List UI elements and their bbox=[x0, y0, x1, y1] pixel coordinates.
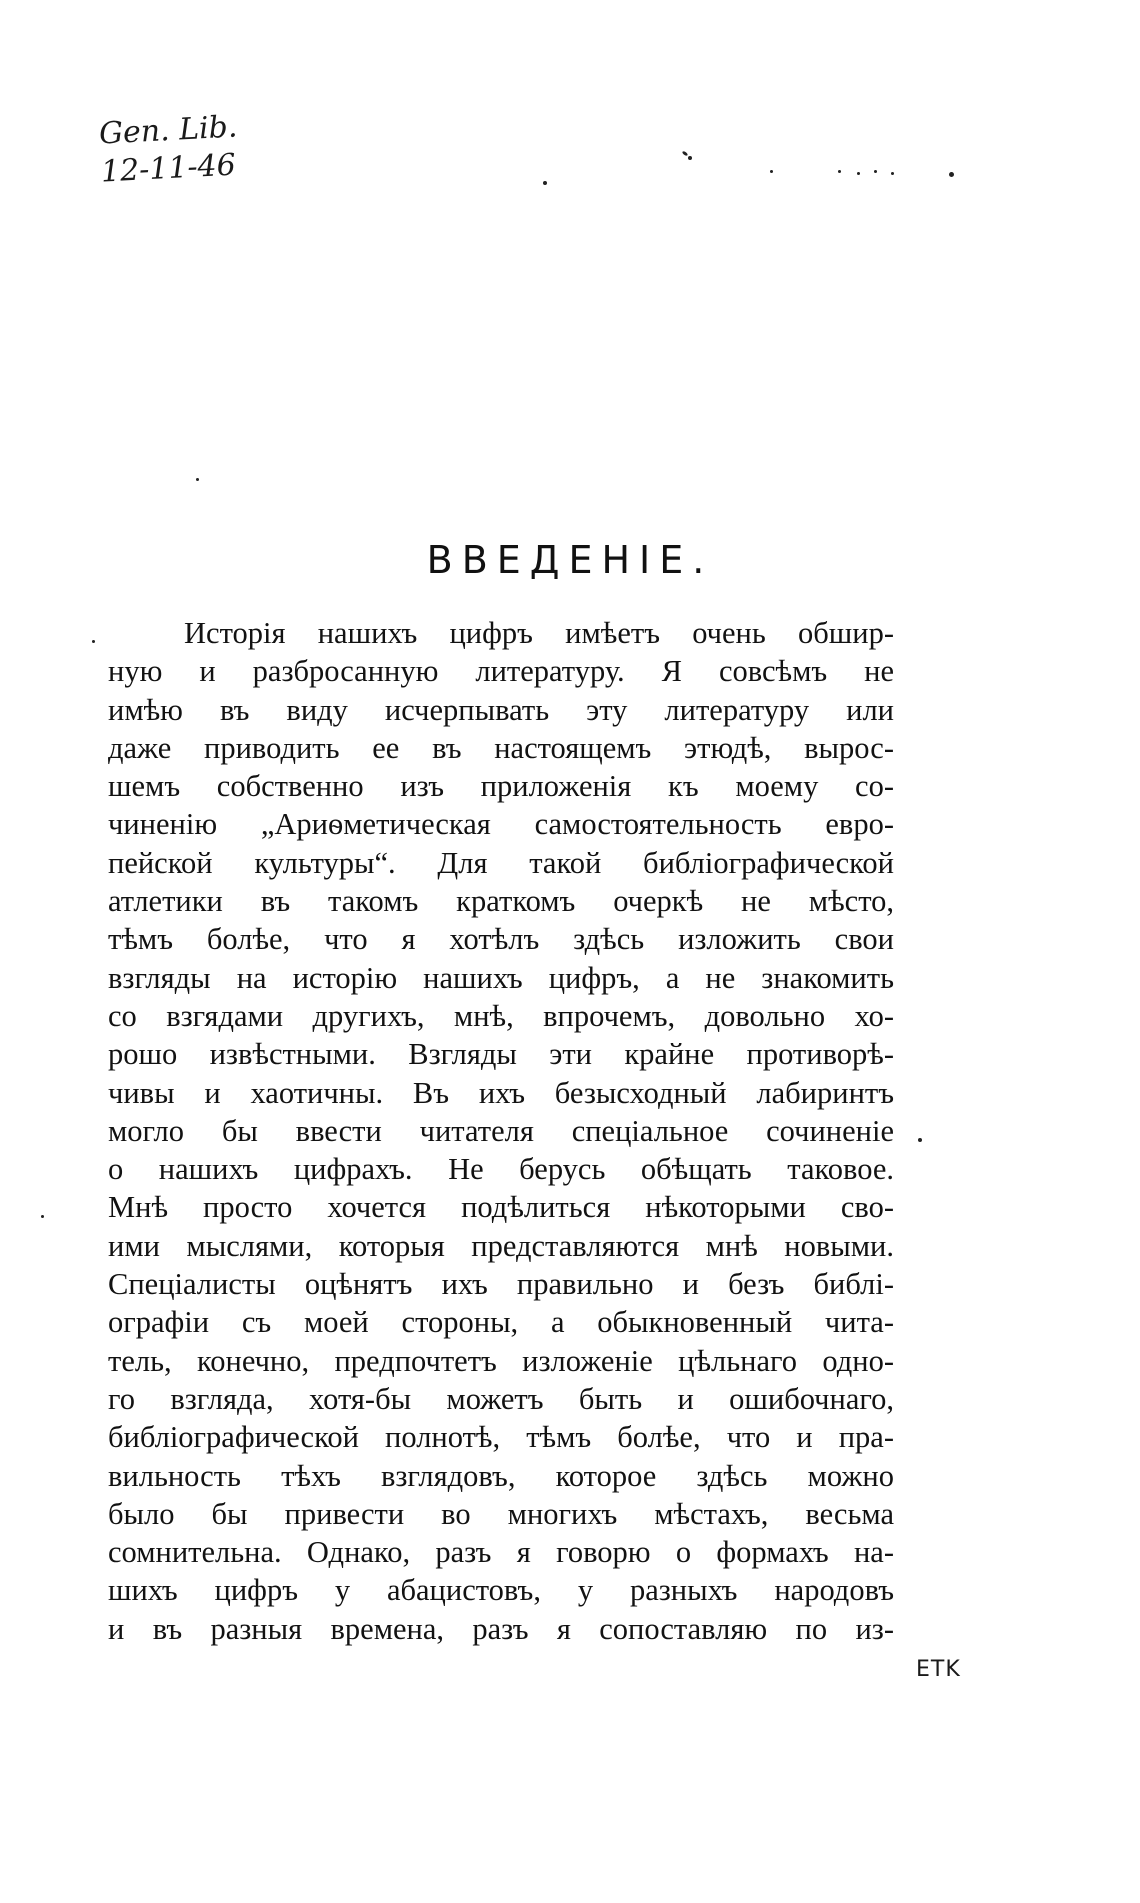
text-line: и въ разныя времена, разъ я сопоставляю по из- bbox=[108, 1611, 894, 1646]
text-line: шемъ собственно изъ приложенія къ моему со- bbox=[108, 769, 894, 804]
scan-speck bbox=[918, 1138, 922, 1142]
handwritten-note-line-1: Gen. Lib. bbox=[98, 109, 239, 152]
text-line: тель, конечно, предпочтетъ изложеніе цѣльнаго одно- bbox=[108, 1343, 894, 1378]
chapter-heading: ВВЕДЕНІЕ. bbox=[426, 538, 714, 582]
text-line: тѣмъ болѣе, что я хотѣлъ здѣсь изложить свои bbox=[108, 922, 894, 957]
text-line: библіографической полнотѣ, тѣмъ болѣе, что и пра- bbox=[108, 1420, 894, 1455]
text-line: Спеціалисты оцѣнятъ ихъ правильно и безъ библі- bbox=[108, 1267, 894, 1302]
scan-speck bbox=[688, 156, 692, 160]
text-line: ную и разбросанную литературу. Я совсѣмъ не bbox=[108, 654, 894, 689]
text-line: было бы привести во многихъ мѣстахъ, весьма bbox=[108, 1496, 894, 1531]
text-line: имѣю въ виду исчерпывать эту литературу или bbox=[108, 692, 894, 727]
text-line: пейской культуры“. Для такой библіографической bbox=[108, 845, 894, 880]
scan-speck bbox=[874, 170, 877, 173]
scan-speck bbox=[891, 172, 894, 175]
scan-speck bbox=[196, 478, 199, 481]
scan-speck bbox=[770, 170, 773, 173]
text-line: атлетики въ такомъ краткомъ очеркѣ не мѣсто, bbox=[108, 884, 894, 919]
text-line: могло бы ввести читателя спеціальное сочиненіе bbox=[108, 1113, 894, 1148]
text-line: чиненію „Ариѳметическая самостоятельность евро- bbox=[108, 807, 894, 842]
text-line: о нашихъ цифрахъ. Не берусь обѣщать таковое. bbox=[108, 1152, 894, 1187]
text-line: сомнительна. Однако, разъ я говорю о формахъ на- bbox=[108, 1535, 894, 1570]
text-line: даже приводить ее въ настоящемъ этюдѣ, вырос- bbox=[108, 730, 894, 765]
text-line: го взгляда, хотя-бы можетъ быть и ошибочнаго, bbox=[108, 1381, 894, 1416]
scan-speck bbox=[857, 172, 860, 175]
scan-speck bbox=[41, 1215, 44, 1218]
text-line: ографіи съ моей стороны, а обыкновенный чита- bbox=[108, 1305, 894, 1340]
text-line: взгляды на исторію нашихъ цифръ, а не знакомить bbox=[108, 960, 894, 995]
text-line: чивы и хаотичны. Въ ихъ безысходный лабиринтъ bbox=[108, 1075, 894, 1110]
handwritten-note-line-2: 12-11-46 bbox=[100, 147, 237, 190]
text-line: Мнѣ просто хочется подѣлиться нѣкоторыми сво- bbox=[108, 1190, 894, 1225]
text-line: Исторія нашихъ цифръ имѣетъ очень обшир- bbox=[184, 616, 894, 650]
scan-speck bbox=[543, 181, 547, 185]
scan-speck bbox=[92, 640, 95, 643]
scan-speck bbox=[682, 151, 689, 157]
scan-speck bbox=[838, 170, 841, 173]
text-line: со взгядами другихъ, мнѣ, впрочемъ, довольно хо- bbox=[108, 998, 894, 1033]
margin-initials-mark: ETK bbox=[916, 1657, 961, 1682]
text-line: шихъ цифръ у абацистовъ, у разныхъ народовъ bbox=[108, 1573, 894, 1608]
text-line: рошо извѣстными. Взгляды эти крайне противорѣ- bbox=[108, 1037, 894, 1072]
text-line: ими мыслями, которыя представляются мнѣ новыми. bbox=[108, 1228, 894, 1263]
scan-speck bbox=[949, 172, 954, 177]
body-paragraph bbox=[108, 614, 894, 1648]
text-line: вильность тѣхъ взглядовъ, которое здѣсь можно bbox=[108, 1458, 894, 1493]
handwritten-library-note bbox=[98, 108, 240, 191]
